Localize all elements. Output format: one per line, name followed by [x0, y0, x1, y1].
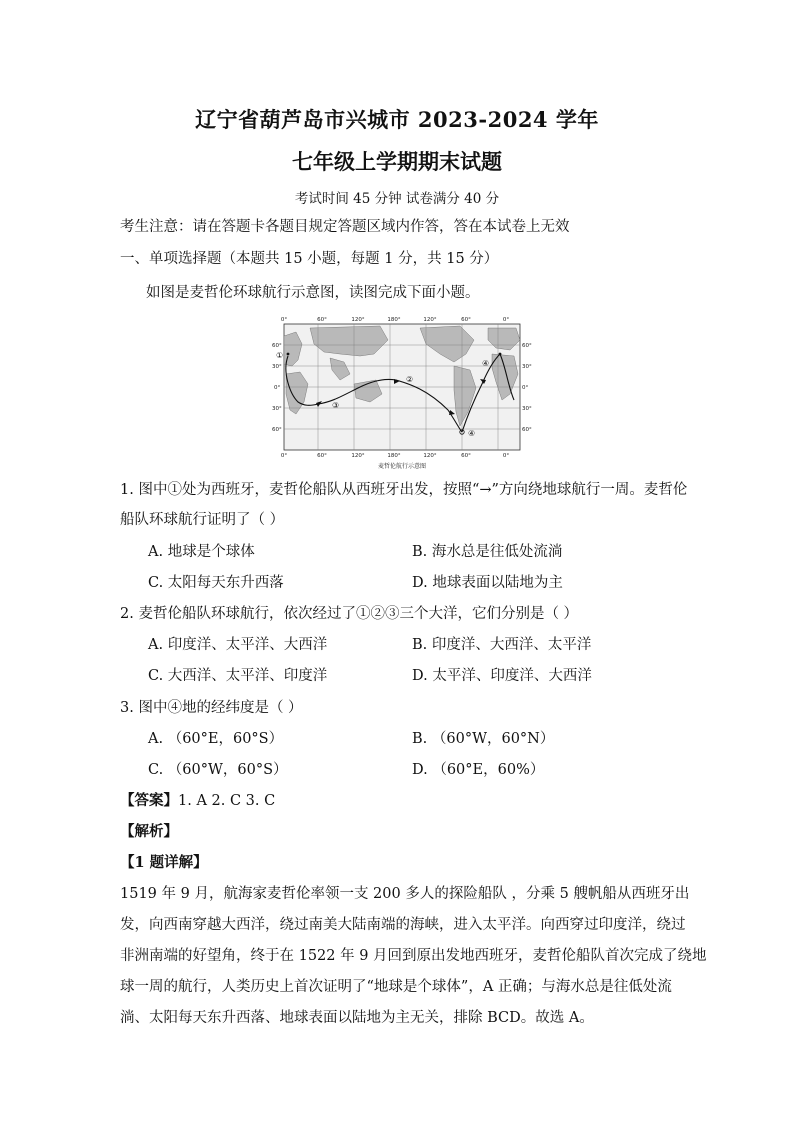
exam-title-line1: 辽宁省葫芦岛市兴城市 2023-2024 学年 — [195, 107, 599, 132]
q2-option-d: D. 太平洋、印度洋、大西洋 — [412, 668, 592, 684]
q3-option-a: A. （60°E，60°S） — [148, 731, 284, 747]
detail-line-5: 淌、太阳每天东升西落、地球表面以陆地为主无关，排除 BCD。故选 A。 — [120, 1010, 594, 1026]
lat-left-4: 60° — [272, 427, 282, 433]
lon-bottom-4: 120° — [423, 453, 437, 459]
detail-line-2: 发，向西南穿越大西洋，绕过南美大陆南端的海峡，进入太平洋。向西穿过印度洋，绕过 — [120, 917, 686, 933]
lon-top-1: 60° — [317, 317, 327, 323]
svg-text:④: ④ — [482, 359, 490, 368]
q3-option-d: D. （60°E，60%） — [412, 762, 545, 778]
lon-top-6: 0° — [502, 317, 510, 323]
q1-stem-line2: 船队环球航行证明了（ ） — [120, 512, 285, 528]
answer-text: 1. A 2. C 3. C — [178, 793, 276, 809]
lon-bottom-6: 0° — [502, 453, 510, 459]
question-intro: 如图是麦哲伦环球航行示意图，读图完成下面小题。 — [146, 285, 480, 301]
map-caption: 麦哲伦航行示意图 — [377, 463, 427, 470]
q1-option-c: C. 太阳每天东升西落 — [148, 575, 284, 591]
marker-1: ① — [276, 351, 284, 360]
lat-left-0: 60° — [272, 343, 282, 349]
q3-option-b: B. （60°W，60°N） — [412, 731, 555, 747]
answer-label: 【答案】 — [120, 792, 178, 809]
lon-bottom-0: 0° — [280, 453, 288, 459]
lat-right-3: 30° — [522, 406, 532, 412]
lat-left-3: 30° — [272, 406, 282, 412]
magellan-route-map — [270, 314, 534, 472]
lon-bottom-1: 60° — [317, 453, 327, 459]
detail-line-1: 1519 年 9 月，航海家麦哲伦率领一支 200 多人的探险船队 ，分乘 5 艘帆船从西班牙出 — [120, 886, 690, 902]
lat-right-2: 0° — [522, 385, 529, 391]
analysis-label: 【解析】 — [120, 823, 178, 840]
q1-option-b: B. 海水总是往低处流淌 — [412, 544, 563, 560]
q2-option-a: A. 印度洋、太平洋、大西洋 — [148, 637, 328, 653]
lat-right-1: 30° — [522, 364, 532, 370]
exam-title-line2: 七年级上学期期末试题 — [292, 149, 502, 174]
exam-subtitle: 考试时间 45 分钟 试卷满分 40 分 — [294, 191, 500, 207]
answer-line — [120, 789, 275, 810]
exam-notice: 考生注意：请在答题卡各题目规定答题区域内作答，答在本试卷上无效 — [120, 219, 570, 235]
lon-top-4: 120° — [423, 317, 437, 323]
q3-option-c: C. （60°W，60°S） — [148, 762, 288, 778]
q2-stem: 2. 麦哲伦船队环球航行，依次经过了①②③三个大洋，它们分别是（ ） — [120, 606, 579, 622]
detail-label: 【1 题详解】 — [120, 854, 208, 871]
lat-left-1: 30° — [272, 364, 282, 370]
q2-option-b: B. 印度洋、大西洋、太平洋 — [412, 637, 592, 653]
q1-stem-line1: 1. 图中①处为西班牙，麦哲伦船队从西班牙出发，按照“→”方向绕地球航行一周。麦哲伦 — [120, 482, 688, 498]
q2-option-c: C. 大西洋、太平洋、印度洋 — [148, 668, 328, 684]
lon-top-2: 120° — [351, 317, 365, 323]
q1-option-d: D. 地球表面以陆地为主 — [412, 575, 563, 591]
lat-right-4: 60° — [522, 427, 532, 433]
spain-point-east — [499, 353, 502, 356]
lat-right-0: 60° — [522, 343, 532, 349]
lon-top-5: 60° — [461, 317, 471, 323]
lat-left-2: 0° — [274, 385, 281, 391]
lon-bottom-3: 180° — [387, 453, 401, 459]
section-heading: 一、单项选择题（本题共 15 小题，每题 1 分，共 15 分） — [120, 251, 499, 267]
q1-option-a: A. 地球是个球体 — [148, 544, 255, 560]
spain-point — [287, 353, 290, 356]
detail-line-3: 非洲南端的好望角，终于在 1522 年 9 月回到原出发地西班牙，麦哲伦船队首次完成了绕地 — [120, 948, 707, 964]
lon-top-0: 0° — [280, 317, 288, 323]
lon-bottom-5: 60° — [461, 453, 471, 459]
q3-stem: 3. 图中④地的经纬度是（ ） — [120, 700, 303, 716]
lon-top-3: 180° — [387, 317, 401, 323]
detail-line-4: 球一周的航行，人类历史上首次证明了“地球是个球体”，A 正确；与海水总是往低处流 — [120, 979, 672, 995]
lon-bottom-2: 120° — [351, 453, 365, 459]
marker-4: ④ — [468, 429, 476, 438]
marker-2: ② — [406, 375, 414, 384]
marker-3: ③ — [332, 401, 340, 410]
